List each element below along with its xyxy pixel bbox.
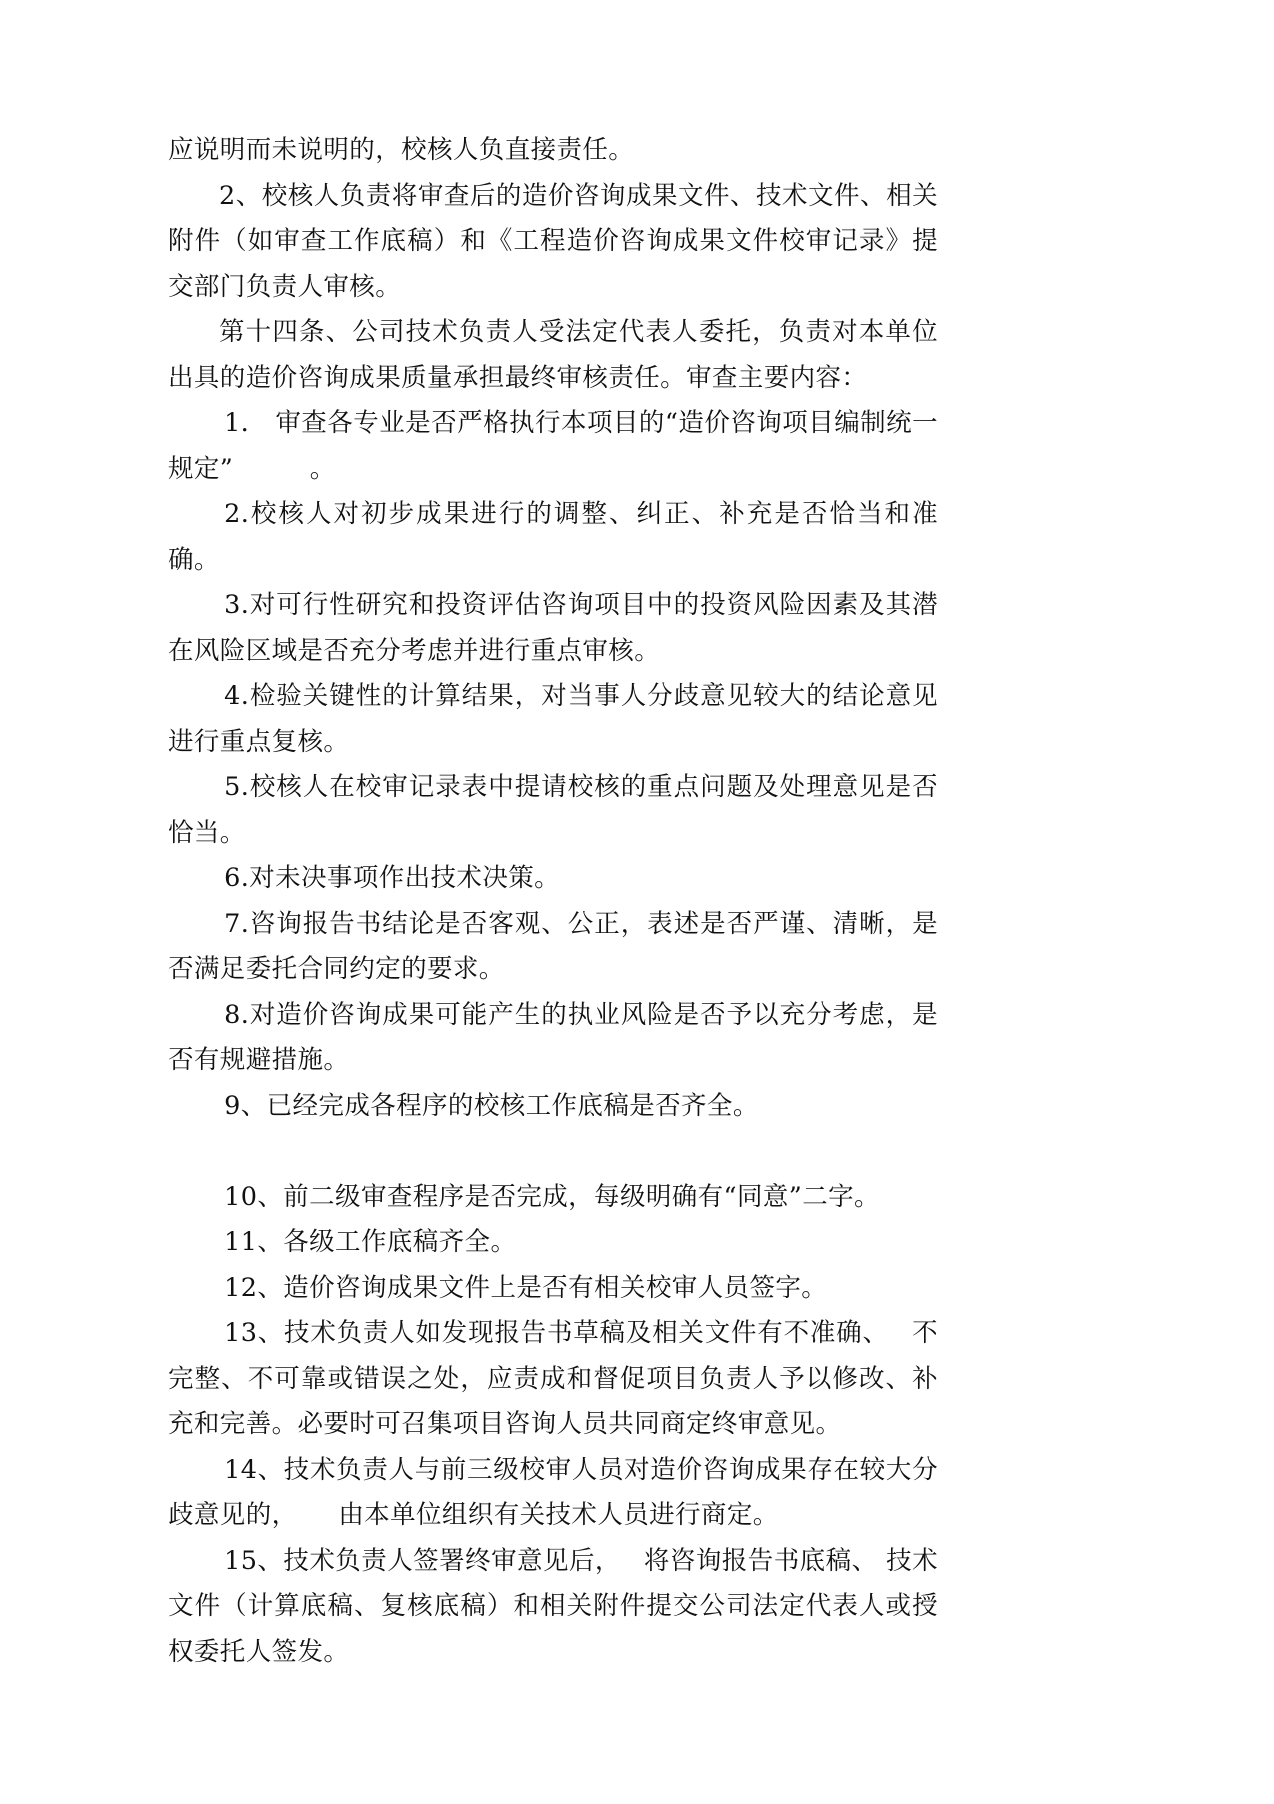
paragraph-sub-11: 11、各级工作底稿齐全。 <box>224 1227 517 1257</box>
paragraph-sub-15 <box>168 1539 938 1676</box>
paragraph-sub-7: 7.咨询报告书结论是否客观、公正，表述是否严谨、清晰，是否满足委托合同约定的要求。 <box>168 908 938 984</box>
sub-13-text-before: 13、技术负责人如发现报告书草稿及相关文件有不准确、 <box>224 1318 889 1348</box>
sub-1-text-before: 1． 审查各专业是否严格执行本项目的“造价咨询项目编制统一规定” <box>168 408 938 484</box>
paragraph-sub-8: 8.对造价咨询成果可能产生的执业风险是否予以充分考虑，是否有规避措施。 <box>168 999 938 1075</box>
sub-14-text-before: 14、技术负责人与前三级校审人员对造价咨询成果存在较大分歧意见的， <box>168 1454 938 1530</box>
paragraph-sub-2: 2.校核人对初步成果进行的调整、纠正、补充是否恰当和准确。 <box>168 499 938 575</box>
sub-15-text-after: 将咨询报告书底稿、 技术文件（计算底稿、复核底稿）和相关附件提交公司法定代表人或授权委托人签发。 <box>168 1545 938 1667</box>
paragraph-sub-1 <box>168 401 938 492</box>
document-body <box>168 128 938 1675</box>
paragraph-item-2: 2、校核人负责将审查后的造价咨询成果文件、技术文件、相关附件（如审查工作底稿）和《工程造价咨询成果文件校审记录》提交部门负责人审核。 <box>168 180 938 302</box>
blank-line <box>168 1129 938 1175</box>
paragraph-sub-6: 6.对未决事项作出技术决策。 <box>224 863 561 893</box>
sub-15-text-before: 15、技术负责人签署终审意见后， <box>224 1545 621 1576</box>
paragraph-sub-5: 5.校核人在校审记录表中提请校核的重点问题及处理意见是否恰当。 <box>168 772 938 848</box>
sub-13-text-after: 不完整、不可靠或错误之处，应责成和督促项目负责人予以修改、补充和完善。必要时可召集项目咨询人员共同商定终审意见。 <box>168 1318 938 1439</box>
paragraph-continuation: 应说明而未说明的，校核人负直接责任。 <box>168 135 635 165</box>
paragraph-sub-3: 3.对可行性研究和投资评估咨询项目中的投资风险因素及其潜在风险区域是否充分考虑并进行重点审核。 <box>168 590 938 666</box>
paragraph-sub-13 <box>168 1311 938 1448</box>
paragraph-article-14: 第十四条、公司技术负责人受法定代表人委托，负责对本单位出具的造价咨询成果质量承担最终审核责任。审查主要内容： <box>168 317 938 393</box>
paragraph-sub-4: 4.检验关键性的计算结果，对当事人分歧意见较大的结论意见进行重点复核。 <box>168 681 938 757</box>
paragraph-sub-12: 12、造价咨询成果文件上是否有相关校审人员签字。 <box>224 1272 828 1303</box>
sub-14-text-after: 由本单位组织有关技术人员进行商定。 <box>338 1500 779 1530</box>
sub-1-text-after: 。 <box>309 453 336 484</box>
paragraph-sub-14 <box>168 1448 938 1539</box>
paragraph-sub-10: 10、前二级审查程序是否完成，每级明确有“同意”二字。 <box>224 1181 880 1212</box>
paragraph-sub-9: 9、已经完成各程序的校核工作底稿是否齐全。 <box>224 1090 759 1121</box>
